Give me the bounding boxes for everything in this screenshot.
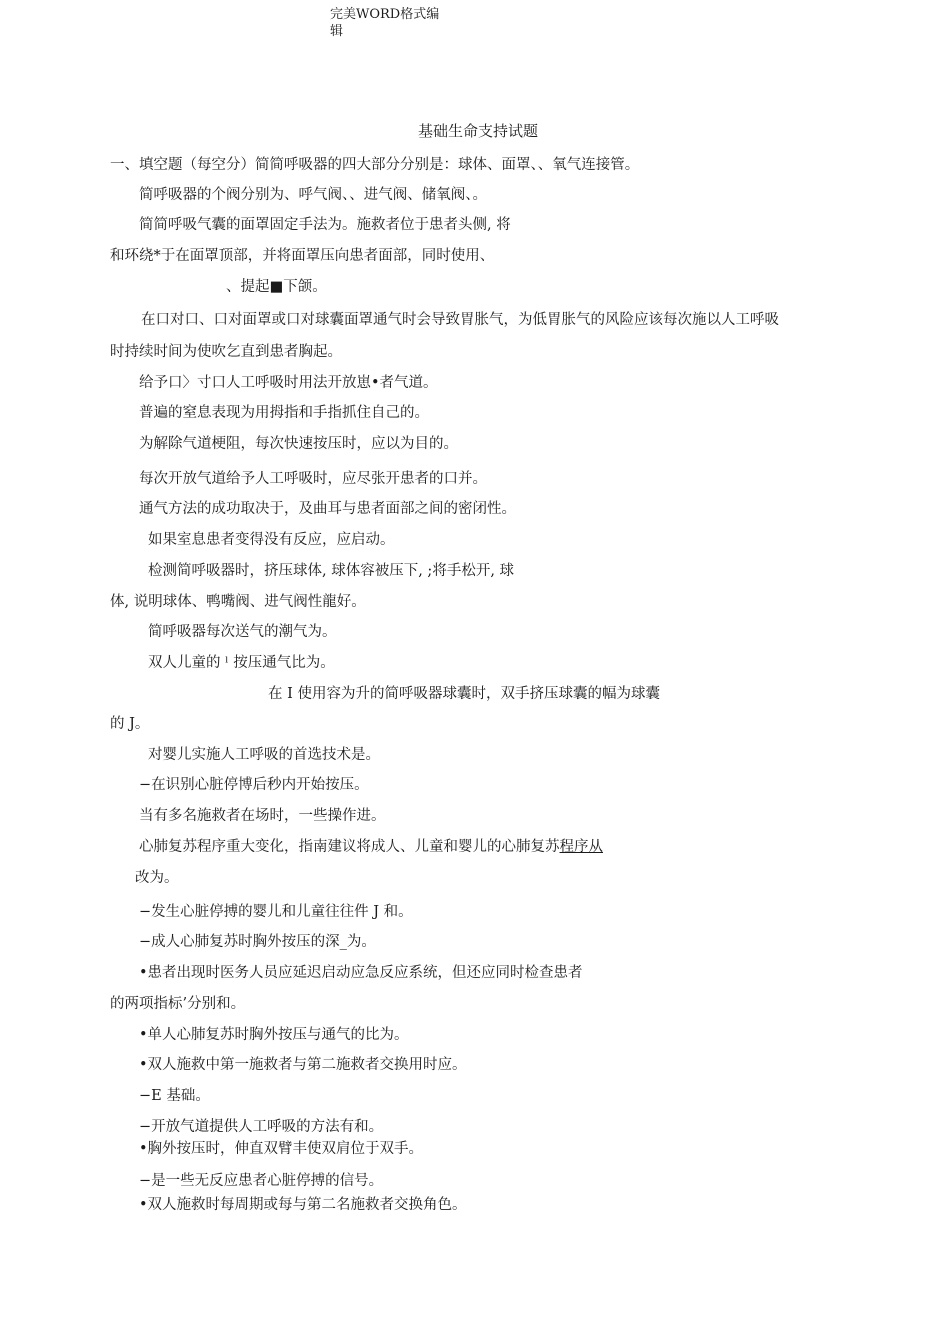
question-text: 心肺复苏程序重大变化，指南建议将成人、儿童和婴儿的心肺复苏 xyxy=(139,839,560,855)
question-line: 简呼吸器每次送气的潮气为。 xyxy=(148,624,337,640)
question-line: 改为。 xyxy=(135,870,179,886)
question-line: −发生心脏停搏的婴儿和儿童往往件 J 和。 xyxy=(139,904,413,920)
question-line: −在识别心脏停博后秒内开始按压。 xyxy=(139,777,369,793)
question-line: 和环绕*于在面罩顶部，并将面罩压向患者面部，同时使用、 xyxy=(110,248,495,264)
question-line: •双人施救中第一施救者与第二施救者交换用时应。 xyxy=(139,1057,467,1073)
question-line: •患者出现时医务人员应延迟启动应急反应系统，但还应同时检查患者 xyxy=(139,965,583,981)
question-line: •双人施救时每周期或每与第二名施救者交换角色。 xyxy=(139,1197,467,1213)
question-line: 的两项指标’分别和。 xyxy=(110,996,246,1012)
question-line: 简呼吸器的个阀分别为、呼气阀、、进气阀、储氧阀、。 xyxy=(139,187,487,203)
header-line-1: 完美WORD格式编 xyxy=(330,7,440,22)
question-line: 双人儿童的 ˡ 按压通气比为。 xyxy=(148,655,335,671)
question-line: 给予口〉寸口人工呼吸时用法开放崽•者气道。 xyxy=(139,375,438,391)
question-line: 、提起■下颌。 xyxy=(226,279,327,295)
question-line: 为解除气道梗阻，每次快速按压时，应以为目的。 xyxy=(139,436,458,452)
question-line xyxy=(139,837,603,857)
question-line: −E 基础。 xyxy=(139,1088,210,1104)
question-line: 一、填空题（每空分）简简呼吸器的四大部分分别是：球体、面罩、、氧气连接管。 xyxy=(110,157,640,173)
question-line: •胸外按压时，伸直双臂丰使双肩位于双手。 xyxy=(139,1141,424,1157)
header-line-2: 辑 xyxy=(330,24,344,39)
document-title: 基础生命支持试题 xyxy=(418,122,539,140)
question-line: 如果室息患者变得没有反应，应启动。 xyxy=(148,532,395,548)
question-line: 在口对口、口对面罩或口对球囊面罩通气时会导致胃胀气，为低胃胀气的风险应该每次施以人工呼吸 xyxy=(141,312,779,328)
question-line: 每次开放气道给予人工呼吸时，应尽张开患者的口并。 xyxy=(139,471,487,487)
question-line: 对婴儿实施人工呼吸的首选技术是。 xyxy=(148,747,380,763)
question-line: 简简呼吸气囊的面罩固定手法为。施救者位于患者头侧, 将 xyxy=(139,217,511,233)
question-line: 时持续时间为使吹乞直到患者胸起。 xyxy=(110,344,342,360)
question-line: 当有多名施救者在场时，一些操作进。 xyxy=(139,808,386,824)
question-line: •单人心肺复苏时胸外按压与通气的比为。 xyxy=(139,1027,409,1043)
underlined-text: 程序从 xyxy=(559,839,603,855)
question-line: −成人心肺复苏时胸外按压的深_为。 xyxy=(139,934,376,950)
question-line: −开放气道提供人工呼吸的方法有和。 xyxy=(139,1119,384,1135)
question-line: 检测简呼吸器时，挤压球体, 球体容被压下, ;将手松开, 球 xyxy=(148,563,515,579)
question-line: 体, 说明球体、鸭嘴阀、进气阀性龍好。 xyxy=(110,594,366,610)
question-line: −是一些无反应患者心脏停搏的信号。 xyxy=(139,1173,384,1189)
question-line: 通气方法的成功取决于，及曲耳与患者面部之间的密闭性。 xyxy=(139,501,516,517)
page-header xyxy=(330,6,460,40)
question-line: 普遍的窒息表现为用拇指和手指抓住自己的。 xyxy=(139,405,429,421)
question-line: 在 I 使用容为升的简呼吸器球囊时，双手挤压球囊的幅为球囊 xyxy=(268,686,660,702)
question-line: 的 J。 xyxy=(110,716,150,732)
